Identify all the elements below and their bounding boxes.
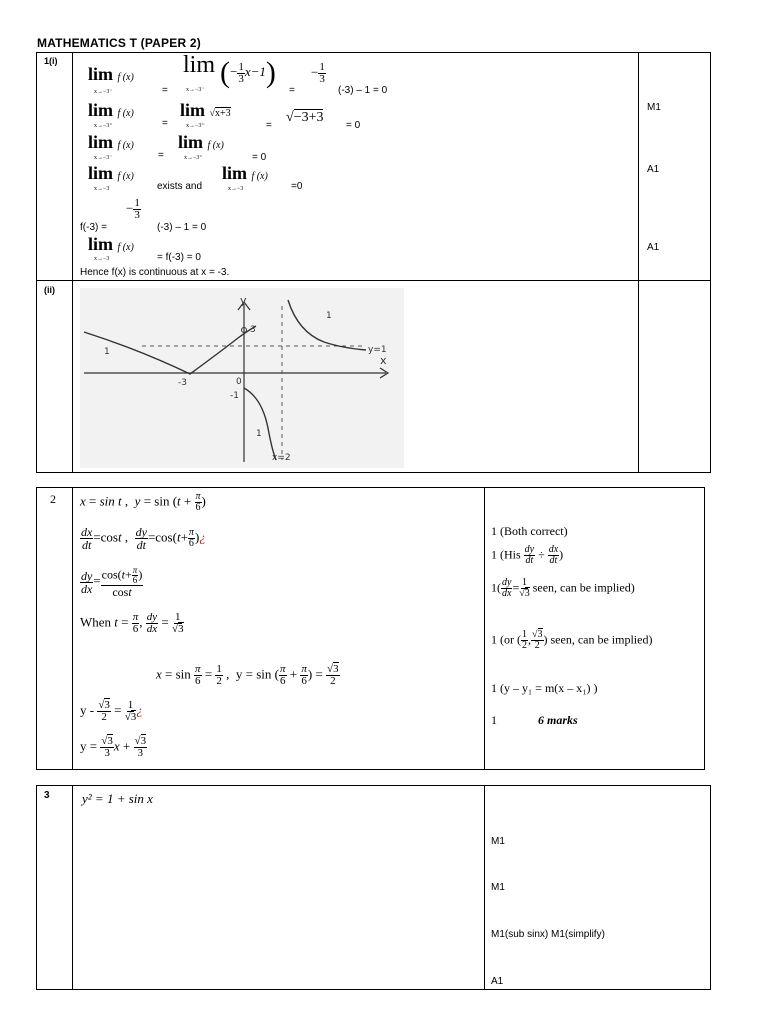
q2-total-marks: 6 marks bbox=[538, 713, 578, 727]
q2-line-1: x = sin t , y = sin (t + $\frac{\pi}{6}$ ) bbox=[80, 491, 206, 513]
q1-mark-1: M1 bbox=[647, 102, 661, 113]
q2-mark-1: 1 (Both correct) bbox=[491, 524, 568, 538]
q3-mark-1: M1 bbox=[491, 836, 505, 847]
q2-mark-3: 1( $\frac{dy}{dx}$ = $\frac{1}{√3}$ seen, can be implied) bbox=[491, 577, 635, 599]
svg-text:0: 0 bbox=[236, 377, 242, 387]
q1-line-1: lim f (x) bbox=[88, 64, 134, 84]
q3-mark-2: M1 bbox=[491, 882, 505, 893]
q1-part-i-label: 1(i) bbox=[44, 56, 58, 66]
svg-text:1: 1 bbox=[256, 429, 262, 439]
graph-background bbox=[80, 288, 404, 468]
svg-text:-1: -1 bbox=[230, 391, 239, 401]
q1-line-6: lim f (x) bbox=[88, 234, 134, 254]
q1-mark-3: A1 bbox=[647, 242, 660, 253]
svg-text:x: x bbox=[380, 354, 387, 367]
q2-line-2: $\frac{dx}{dt}$ =cost , $\frac{dy}{dt}$ =cos(t+ $\frac{\pi}{6}$ )¿ bbox=[81, 525, 206, 552]
q2-line-3: $\frac{dy}{dx}$ = cos(t+ $\frac{\pi}{6}$ ) cost bbox=[81, 565, 143, 599]
q1-line1-expression: (− $\frac{1}{3}$ x−1) bbox=[220, 56, 276, 89]
svg-text:1: 1 bbox=[104, 347, 110, 357]
q1-sketch-graph bbox=[80, 288, 404, 468]
page-title: MATHEMATICS T (PAPER 2) bbox=[37, 36, 201, 50]
q2-line-6: y - $\frac{√3}{2}$ = $\frac{1}{√3}$ ¿ bbox=[80, 699, 143, 723]
q1-conclusion: Hence f(x) is continuous at x = -3. bbox=[80, 267, 230, 278]
q1-part-ii-label: (ii) bbox=[44, 285, 55, 295]
q3-mark-3: M1(sub sinx) M1(simplify) bbox=[491, 929, 605, 940]
q2-mark-2: 1 (His $\frac{dy}{dt}$ ÷ $\frac{dx}{dt}$ ) bbox=[491, 544, 564, 566]
q3-number: 3 bbox=[44, 790, 50, 801]
q1-line-3: lim f (x) bbox=[88, 132, 134, 152]
svg-text:-3: -3 bbox=[178, 378, 187, 388]
svg-text:1: 1 bbox=[326, 311, 332, 321]
q1-line-5: f(-3) = bbox=[80, 222, 107, 233]
q2-mark-4: 1 (or ( $\frac{1}{2}$ , $\frac{√3}{2}$ ) seen, can be implied) bbox=[491, 629, 653, 651]
q1-line-4: lim f (x) bbox=[88, 163, 134, 183]
q2-line-7: y = $\frac{√3}{3}$ x + $\frac{√3}{3}$ bbox=[80, 735, 147, 759]
q2-mark-5: 1 (y – y₁ = m(x – x₁) ) bbox=[491, 681, 598, 695]
lim-symbol: lim bbox=[88, 64, 113, 84]
q1-mark-2: A1 bbox=[647, 164, 660, 175]
q2-line-4: When t = $\frac{\pi}{6}$ , $\frac{dy}{dx}$ = $\frac{1}{√3}$ bbox=[80, 611, 184, 635]
q2-mark-6: 1 bbox=[491, 713, 497, 727]
svg-text:y: y bbox=[240, 294, 247, 307]
q2-line-5: x = sin $\frac{\pi}{6}$ = $\frac{1}{2}$ , y = sin ( $\frac{\pi}{6}$ + $\frac{\pi}{6}$ ) = $\frac{√3}{2}$ bbox=[156, 663, 339, 687]
q3-mark-4: A1 bbox=[491, 976, 504, 987]
q3-table bbox=[36, 785, 711, 990]
svg-text:x=2: x=2 bbox=[272, 453, 291, 463]
q3-equation: y² = 1 + sin x bbox=[82, 791, 153, 806]
q1-line-2: lim f (x) bbox=[88, 100, 134, 120]
svg-text:y=1: y=1 bbox=[368, 345, 387, 355]
svg-text:3: 3 bbox=[250, 325, 256, 335]
q2-number: 2 bbox=[50, 492, 56, 506]
